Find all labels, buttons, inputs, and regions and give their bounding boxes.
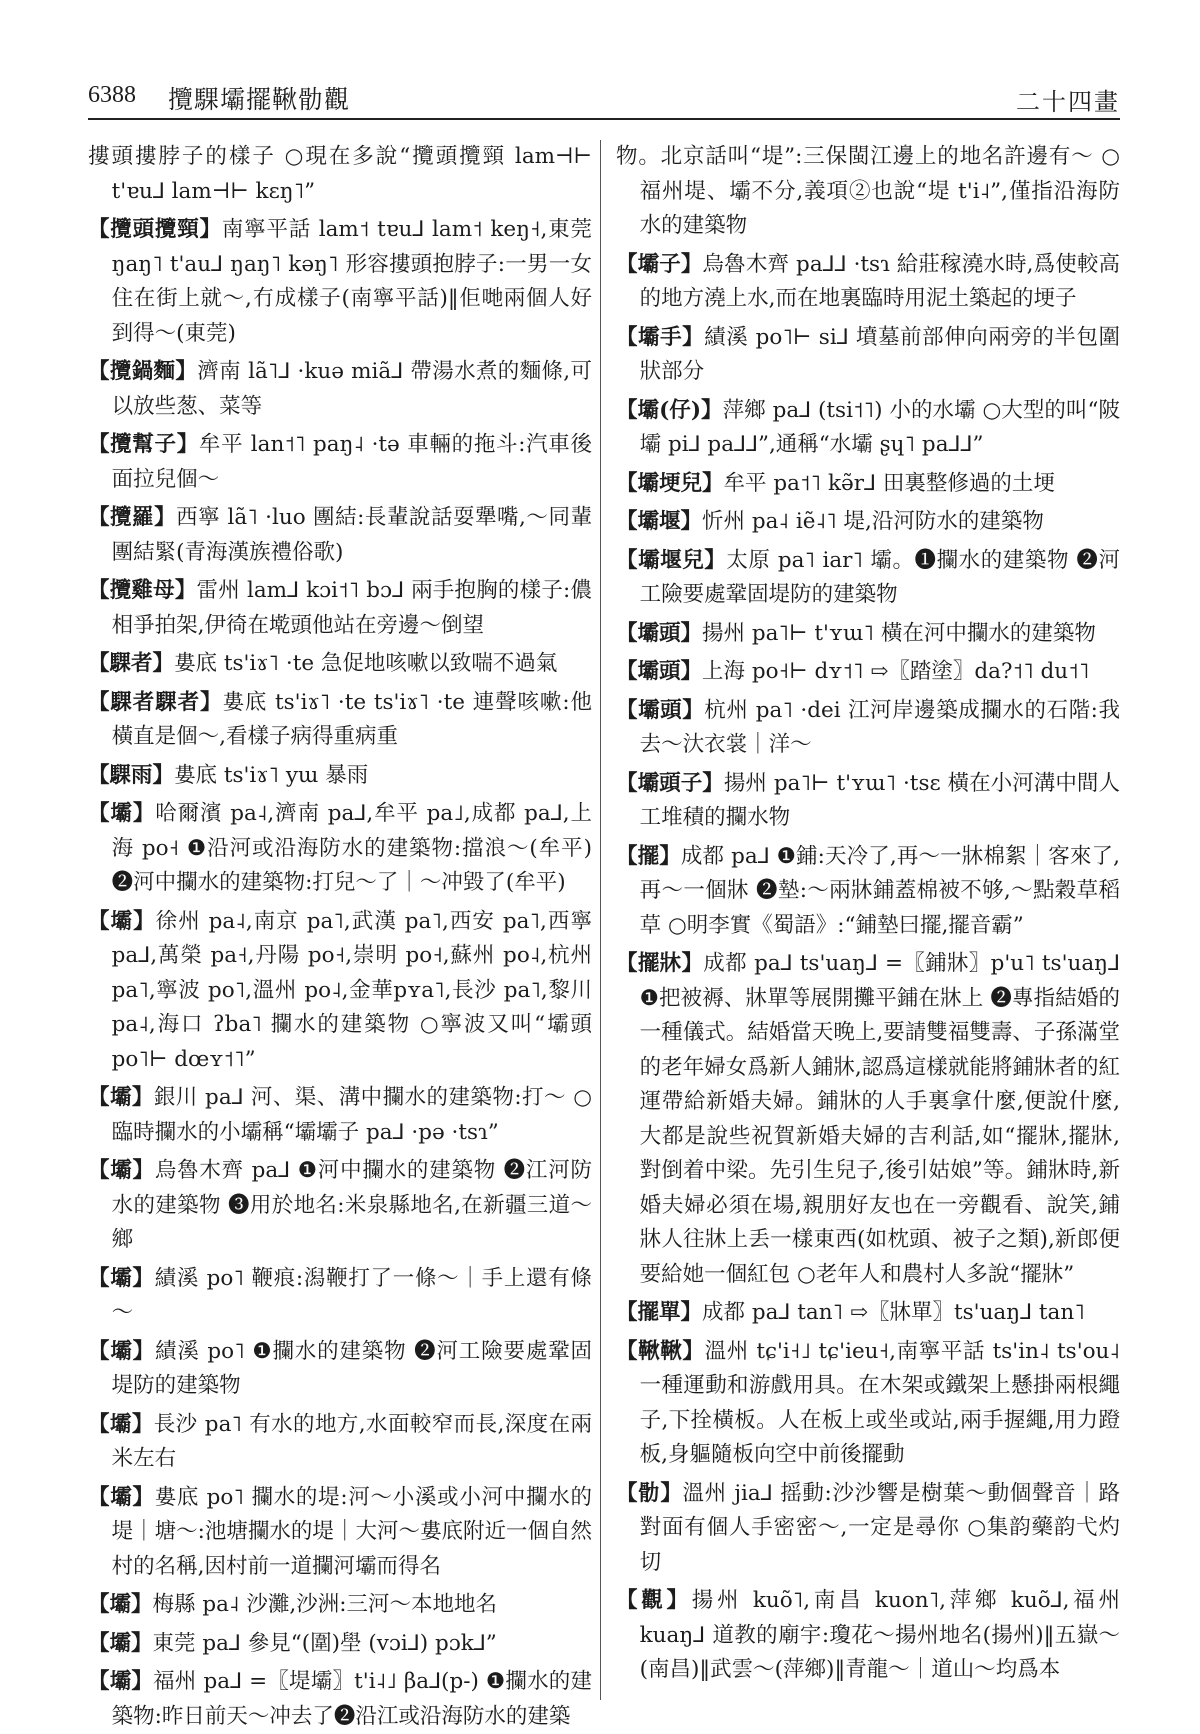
entry-definition: 牟平 pa˦˥ kə̃r⅃ 田裏整修過的土埂 (723, 470, 1055, 496)
dictionary-entry (616, 248, 1120, 317)
dictionary-entry (88, 647, 592, 682)
entry-headword: 【壩】 (88, 1411, 154, 1437)
entry-headword: 【壩頭】 (616, 697, 705, 723)
dictionary-entry (616, 767, 1120, 836)
entry-definition: 東莞 pa⅃ 參見“(圍)壆 (vɔi⅃) pɔk⅃” (152, 1630, 497, 1656)
entry-definition: 績溪 po˥ 鞭痕:潟鞭打了一條～｜手上還有條～ (111, 1265, 592, 1325)
dictionary-entry (616, 1584, 1120, 1688)
dictionary-entry (88, 1627, 592, 1662)
dictionary-entry (88, 574, 592, 643)
dictionary-entry (88, 1665, 592, 1734)
entry-headword: 【騍者騍者】 (88, 689, 223, 715)
entry-definition: 烏魯木齊 pa⅃⅃ ·tsɿ 給莊稼澆水時,爲使較高的地方澆上水,而在地裏臨時用泥土築起的埂子 (639, 251, 1120, 311)
entry-definition: 婁底 ts'iɤ˥ yɯ 暴雨 (174, 762, 369, 788)
entry-definition: 長沙 pa˥ 有水的地方,水面較窄而長,深度在兩米左右 (111, 1411, 592, 1471)
left-column (88, 140, 592, 1729)
dictionary-entry (88, 1588, 592, 1623)
dictionary-entry (616, 1477, 1120, 1581)
dictionary-entry (88, 905, 592, 1078)
entry-definition: 梅縣 pa˨ 沙灘,沙洲:三河～本地地名 (152, 1592, 497, 1617)
entry-definition: 物。北京話叫“堤”:三保閩江邊上的地名許邊有～ ○福州堤、壩不分,義項②也說“堤 t'i˨”,僅指沿海防水的建築物 (616, 144, 1120, 238)
dictionary-entry (88, 1081, 592, 1150)
entry-definition: 績溪 po˥⊢ si⅃ 墳墓前部伸向兩旁的半包圍狀部分 (639, 324, 1120, 384)
entry-definition: 摟頭摟脖子的樣子 ○現在多說“攬頭攬頸 lam⊣⊢ t'ɐu⅃ lam⊣⊢ kɛŋ˥” (88, 144, 592, 204)
entry-headword: 【騍者】 (88, 651, 175, 676)
entry-headword: 【壩堰兒】 (616, 547, 727, 573)
dictionary-entry (616, 394, 1120, 463)
entry-definition: 萍鄉 pa⅃ (tsi˦˥) 小的水壩 ○大型的叫“陂壩 pi⅃ pa⅃⅃”,通稱“水壩 ʂɥ˥ pa⅃⅃” (639, 397, 1120, 457)
dictionary-entry (616, 544, 1120, 613)
entry-headword: 【鞦鞦】 (616, 1338, 705, 1364)
dictionary-entry (88, 1335, 592, 1404)
dictionary-entry (88, 759, 592, 794)
dictionary-entry (616, 617, 1120, 652)
entry-headword: 【攬雞母】 (88, 578, 197, 603)
entry-headword: 【壩頭】 (616, 659, 703, 684)
entry-definition: 牟平 lan˦˥ paŋ˨ ·tə 車輛的拖斗:汽車後面拉兒個～ (111, 432, 592, 492)
dictionary-entry (616, 655, 1120, 690)
dictionary-entry (88, 355, 592, 424)
entry-headword: 【攬羅】 (88, 505, 177, 530)
entry-definition: 太原 pa˥ iar˥ 壩。❶攔水的建築物 ❷河工險要處鞏固堤防的建築物 (639, 547, 1120, 607)
stroke-section: 二十四畫 (1016, 88, 1120, 116)
entry-definition: 西寧 lã˥ ·luo 團結:長輩說話耍犟嘴,～同輩團結緊(青海漢族禮俗歌) (111, 505, 592, 565)
entry-definition: 揚州 pa˥⊢ t'ʏɯ˥ ·tsɛ 橫在小河溝中間人工堆積的攔水物 (639, 770, 1120, 830)
entry-definition: 溫州 tɕ'i˧˩ tɕ'ieu˧,南寧平話 ts'in˨ ts'ou˨ 一種運動和游戲用具。在木架或鐵架上懸掛兩根繩子,下拴橫板。人在板上或坐或站,兩手握繩,用力蹬板,身軀隨板向空中前後擺動 (639, 1338, 1120, 1467)
dictionary-entry (88, 797, 592, 901)
dictionary-entry (616, 140, 1120, 244)
entry-definition: 成都 pa⅃ tan˥ ⇨〖牀單〗ts'uaŋ⅃ tan˥ (702, 1300, 1085, 1325)
page-header (88, 70, 1120, 120)
entry-definition: 成都 pa⅃ ❶鋪:天冷了,再～一牀棉絮｜客來了,再～一個牀 ❷墊:～兩牀鋪蓋棉被不够,～點穀草稻草 ○明李實《蜀語》:“鋪墊曰擺,擺音霸” (639, 843, 1120, 938)
dictionary-entry (88, 501, 592, 570)
entry-definition: 婁底 ts'iɤ˥ ·te 急促地咳嗽以致喘不過氣 (174, 651, 558, 676)
dictionary-entry (88, 1408, 592, 1477)
dictionary-entry (88, 213, 592, 351)
dictionary-entry (616, 1335, 1120, 1473)
entry-headword: 【壩(仔)】 (616, 397, 723, 423)
entry-headword: 【壩】 (88, 1265, 155, 1291)
entry-headword: 【壩】 (88, 908, 156, 934)
dictionary-entry (616, 505, 1120, 540)
dictionary-entry (616, 1296, 1120, 1331)
entry-headword: 【攬幫子】 (88, 432, 199, 457)
entry-definition: 雷州 lam⅃ kɔi˦˥ bɔ⅃ 兩手抱胸的樣子:儂相爭拍架,伊徛在墘頭他站在旁邊～倒望 (111, 578, 592, 638)
entry-headword: 【壩頭】 (616, 620, 703, 646)
entry-headword: 【擺】 (616, 843, 681, 869)
entry-definition: 烏魯木齊 pa⅃ ❶河中攔水的建築物 ❷江河防水的建築物 ❸用於地名:米泉縣地名,在新疆三道～鄉 (111, 1158, 592, 1252)
dictionary-entry (88, 686, 592, 755)
dictionary-entry (616, 947, 1120, 1292)
entry-definition: 濟南 lã˥⅃ ·kuə miã⅃ 帶湯水煮的麵條,可以放些葱、菜等 (111, 359, 592, 419)
entry-definition: 忻州 pa˨ iẽ˨˥ 堤,沿河防水的建築物 (702, 509, 1044, 534)
entry-definition: 銀川 pa⅃ 河、渠、溝中攔水的建築物:打～ ○臨時攔水的小壩稱“壩壩子 pa⅃ ·pə ·tsɿ” (111, 1085, 592, 1145)
entry-definition: 婁底 ts'iɤ˥ ·te ts'iɤ˥ ·te 連聲咳嗽:他橫直是個～,看樣子病得重病重 (111, 689, 592, 749)
entry-definition: 杭州 pa˥ ·dei 江河岸邊築成攔水的石階:我去～汏衣裳｜洋～ (639, 697, 1120, 757)
entry-headword: 【攬鍋麵】 (88, 359, 198, 384)
entry-definition: 婁底 po˥ 攔水的堤:河～小溪或小河中攔水的堤｜塘～:池塘攔水的堤｜大河～婁底附近一個自然村的名稱,因村前一道攔河壩而得名 (111, 1484, 592, 1579)
right-column (616, 140, 1120, 1700)
dictionary-entry (88, 140, 592, 209)
entry-headword: 【攬頭攬頸】 (88, 217, 222, 242)
dictionary-entry (88, 428, 592, 497)
running-headwords: 攬騍壩擺鞦䯇觀 (168, 85, 351, 114)
entry-headword: 【壩】 (88, 1085, 154, 1110)
entry-headword: 【壩埂兒】 (616, 470, 724, 496)
column-divider (600, 140, 601, 1700)
entry-definition: 福州 pa⅃ =〖堤壩〗t'i˨˩ βa⅃(p-) ❶攔水的建築物:昨日前天～冲去了❷沿江或沿海防水的建築 (111, 1669, 592, 1729)
entry-headword: 【壩】 (88, 1669, 154, 1694)
entry-definition: 揚州 kuõ˥,南昌 kuon˥,萍鄉 kuõ⅃,福州 kuaŋ⅃ 道教的廟宇:瓊花～揚州地名(揚州)‖五嶽～(南昌)‖武雲～(萍鄉)‖青龍～｜道山～均爲本 (639, 1588, 1120, 1682)
page-number: 6388 (88, 82, 136, 108)
entry-headword: 【壩堰】 (616, 509, 703, 534)
entry-headword: 【騍雨】 (88, 762, 175, 788)
dictionary-entry (616, 694, 1120, 763)
dictionary-entry (616, 467, 1120, 502)
dictionary-entry (88, 1481, 592, 1585)
dictionary-entry (616, 321, 1120, 390)
entry-headword: 【壩】 (88, 1592, 153, 1617)
entry-headword: 【䯇】 (616, 1480, 683, 1506)
entry-definition: 成都 pa⅃ ts'uaŋ⅃ =〖鋪牀〗p'u˥ ts'uaŋ⅃ ❶把被褥、牀單等展開攤平鋪在牀上 ❷專指結婚的一種儀式。結婚當天晚上,要請雙福雙壽、子孫滿堂的老年婦女爲新人鋪牀,認爲這樣就能將鋪牀者的紅運帶給新婚夫婦。鋪牀的人手裏拿什麼,便說什麼,大都是說些祝賀新婚夫婦的吉利話,如“擺牀,擺牀,對倒着中梁。先引生兒子,後引姑娘”等。鋪牀時,新婚夫婦必須在場,親朋好友也在一旁觀看、說笑,鋪牀人往牀上丢一樣東西(如枕頭、被子之類),新郎便要給她一個紅包 ○老年人和農村人多說“擺牀” (639, 951, 1120, 1287)
entry-definition: 上海 po˧⊢ dʏ˦˥ ⇨〖踏塗〗da?˦˥ du˦˥ (702, 659, 1090, 684)
entry-headword: 【擺牀】 (616, 951, 704, 976)
entry-headword: 【壩】 (88, 801, 156, 826)
entry-definition: 績溪 po˥ ❶攔水的建築物 ❷河工險要處鞏固堤防的建築物 (111, 1338, 592, 1398)
entry-headword: 【壩】 (88, 1158, 155, 1183)
entry-definition: 哈爾濱 pa˨,濟南 pa⅃,牟平 pa˩,成都 pa⅃,上海 po˧ ❶沿河或沿海防水的建築物:擋浪～(牟平) ❷河中攔水的建築物:打兒～了｜～冲毀了(牟平) (111, 801, 592, 895)
entry-headword: 【壩子】 (616, 251, 703, 277)
dictionary-entry (88, 1154, 592, 1258)
entry-definition: 溫州 jia⅃ 摇動:沙沙響是樹葉～動個聲音｜路對面有個人手密密～,一定是尋你 ○集韵藥韵弋灼切 (639, 1480, 1120, 1575)
entry-headword: 【壩】 (88, 1484, 155, 1510)
entry-definition: 徐州 pa˨,南京 pa˥,武漢 pa˥,西安 pa˥,西寧 pa⅃,萬榮 pa˧,丹陽 po˧,崇明 po˧,蘇州 po˨,杭州 pa˥,寧波 po˥,溫州 po˨,金華pʏa˥,長沙 pa˥,黎川 pa˨,海口 ʔba˥ 攔水的建築物 ○寧波又叫“壩頭 po˥⊢ dœʏ˦˥” (111, 908, 592, 1072)
dictionary-entry (88, 1262, 592, 1331)
entry-headword: 【擺單】 (616, 1300, 703, 1325)
entry-headword: 【觀】 (616, 1588, 692, 1613)
entry-headword: 【壩頭子】 (616, 770, 724, 796)
entry-definition: 揚州 pa˥⊢ t'ʏɯ˥ 橫在河中攔水的建築物 (702, 620, 1096, 646)
entry-headword: 【壩手】 (616, 324, 705, 350)
entry-headword: 【壩】 (88, 1338, 156, 1364)
entry-definition: 南寧平話 lam˦ tɐu⅃ lam˦ keŋ˧,東莞 ŋaŋ˥ t'au⅃ ŋaŋ˥ kəŋ˥ 形容摟頭抱脖子:一男一女住在街上就～,冇成樣子(南寧平話)‖佢哋兩個人好到得～(東莞) (111, 217, 592, 346)
dictionary-entry (616, 840, 1120, 944)
entry-headword: 【壩】 (88, 1630, 153, 1656)
